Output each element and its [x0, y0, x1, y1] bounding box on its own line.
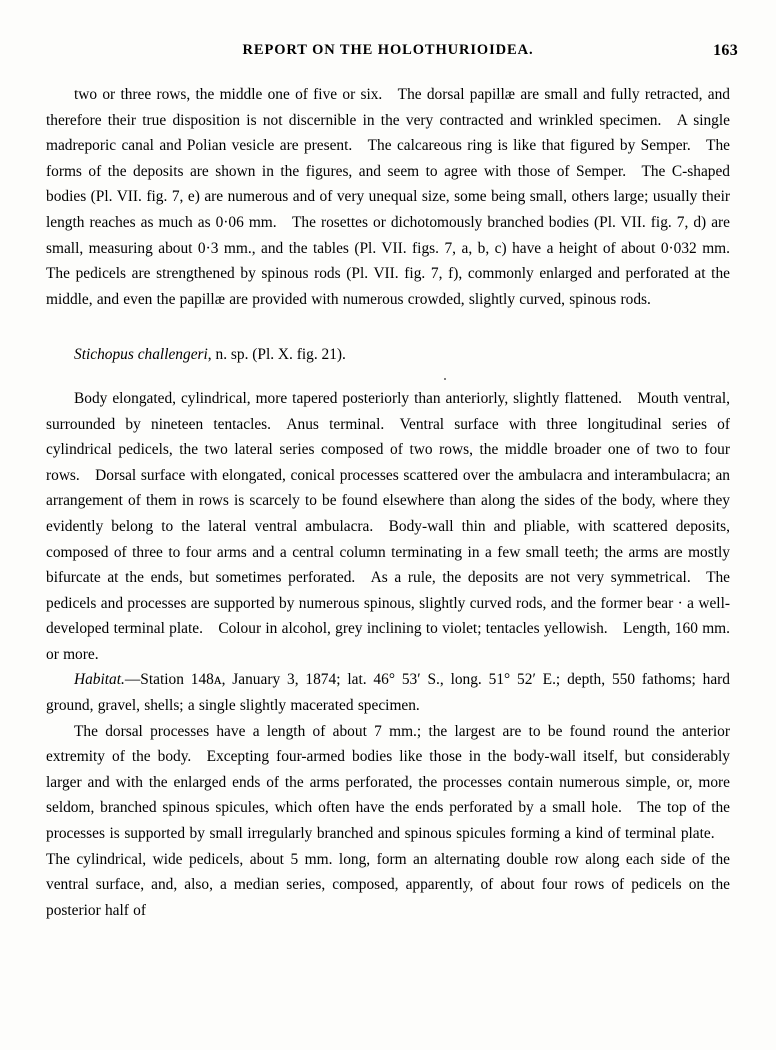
paragraph-habitat	[46, 667, 730, 718]
habitat-label: Habitat.	[74, 671, 125, 689]
paragraph-continued: two or three rows, the middle one of five or six. The dorsal papillæ are small and fully retracted, and therefore their true disposition is not discernible in the very contracted and wrinkled specimen. A single madreporic canal and Polian vesicle are present. The calcareous ring is like that figured by Semper. The forms of the deposits are shown in the figures, and seem to agree with those of Semper. The C-shaped bodies (Pl. VII. fig. 7, e) are numerous and of very unequal size, some being small, others large; usually their length reaches as much as 0·06 mm. The rosettes or dichotomously branched bodies (Pl. VII. fig. 7, d) are small, measuring about 0·3 mm., and the tables (Pl. VII. figs. 7, a, b, c) have a height of about 0·032 mm. The pedicels are strengthened by spinous rods (Pl. VII. fig. 7, f), commonly enlarged and perforated at the middle, and even the papillæ are provided with numerous crowded, slightly curved, spinous rods.	[46, 86, 730, 308]
species-name: Stichopus challengeri	[74, 346, 208, 364]
habitat-details: —Station 148ᴀ, January 3, 1874; lat. 46° 53′ S., long. 51° 52′ E.; depth, 550 fathoms; hard ground, gravel, shells; a single slightly macerated specimen.	[46, 671, 730, 715]
species-heading	[46, 342, 730, 368]
species-reference: , n. sp. (Pl. X. fig. 21).	[207, 346, 346, 364]
paragraph-description: Body elongated, cylindrical, more tapered posteriorly than anteriorly, slightly flattened. Mouth ventral, surrounded by nineteen tentacles. Anus terminal. Ventral surface with three longitudinal series of cylindrical pedicels, the two lateral series composed of two rows, the middle broader one of two to four rows. Dorsal surface with elongated, conical processes scattered over the ambulacra and interambulacra; an arrangement of them in rows is scarcely to be found elsewhere than along the sides of the body, where they evidently belong to the lateral ventral ambulacra. Body-wall thin and pliable, with scattered deposits, composed of three to four arms and a central column terminating in a few small teeth; the arms are mostly bifurcate at the ends, but sometimes perforated. As a rule, the deposits are not very symmetrical. The pedicels and processes are supported by numerous spinous, slightly curved rods, and the former bear · a well-developed terminal plate. Colour in alcohol, grey inclining to violet; tentacles yellowish. Length, 160 mm. or more.	[46, 389, 730, 663]
running-head: REPORT ON THE HOLOTHURIOIDEA.	[242, 42, 534, 58]
paragraph-processes: The dorsal processes have a length of about 7 mm.; the largest are to be found round the anterior extremity of the body. Excepting four-armed bodies like those in the body-wall itself, but considerably larger and with the enlarged ends of the arms perforated, the processes contain numerous simple, or, more seldom, branched spinous spicules, which often have the ends perforated by a small hole. The top of the processes is supported by small irregularly branched and spinous spicules forming a kind of terminal plate. The cylindrical, wide pedicels, about 5 mm. long, form an alternating double row along each side of the ventral surface, and, also, a median series, composed, apparently, of about four rows of pedicels on the posterior half of	[46, 722, 730, 919]
page-body	[46, 82, 730, 923]
page-number: 163	[713, 42, 738, 59]
page-header	[0, 42, 776, 64]
ink-speck-icon	[444, 378, 446, 380]
